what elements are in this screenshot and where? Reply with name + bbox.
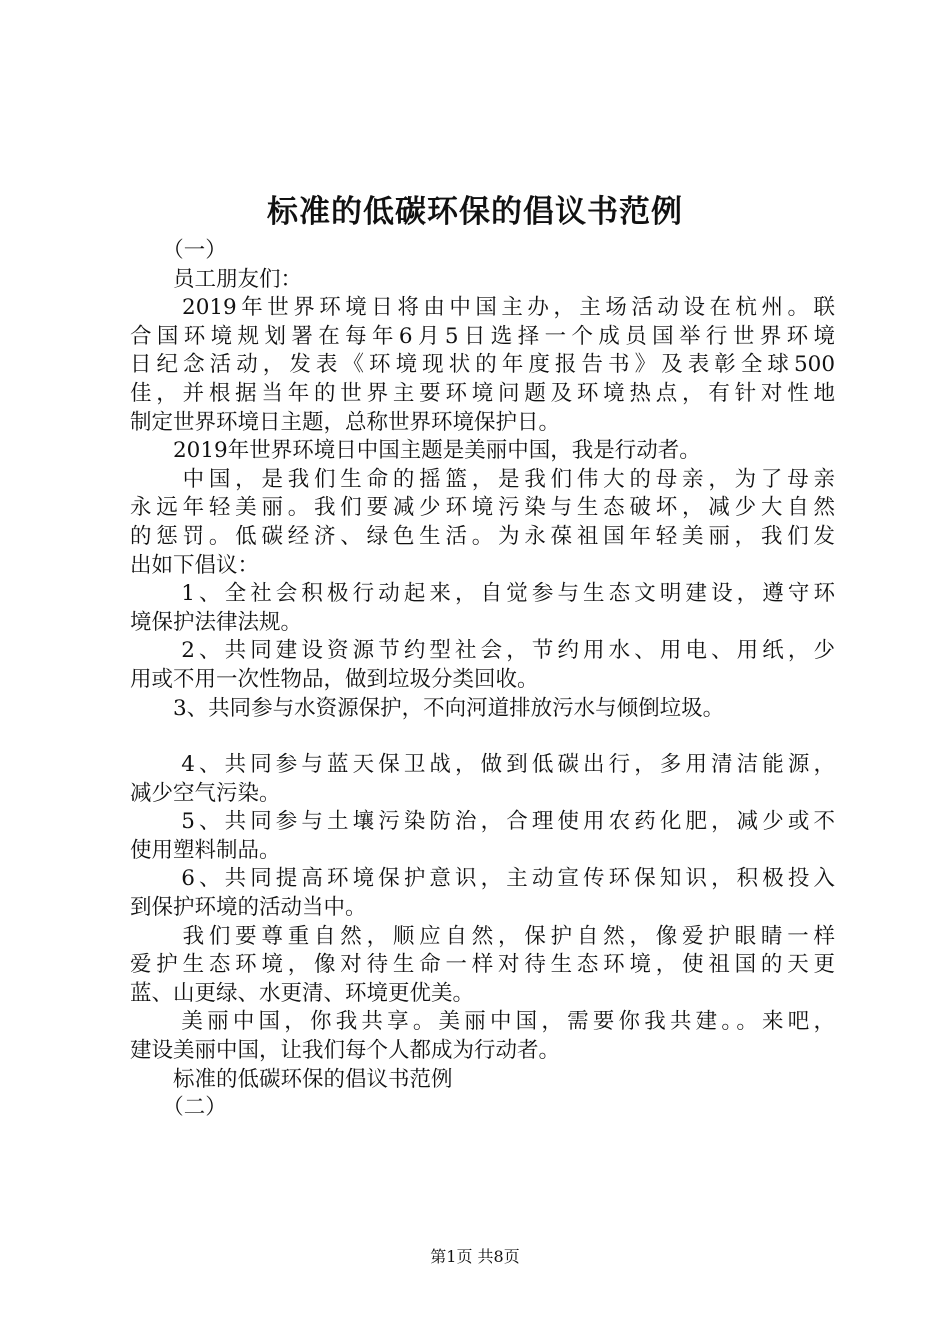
proposal-line: 用或不用一次性物品，做到垃圾分类回收。 [130,666,539,692]
body-line: 2019年世界环境日中国主题是美丽中国，我是行动者。 [130,438,701,464]
proposal-line: 4、共同参与蓝天保卫战，做到低碳出行，多用清洁能源， [130,752,835,778]
proposal-line: 2、共同建设资源节约型社会，节约用水、用电、用纸，少 [130,638,835,664]
body-line: 合国环境规划署在每年6月5日选择一个成员国举行世界环境 [130,323,835,349]
subheading: 标准的低碳环保的倡议书范例 [130,1066,453,1092]
document-title: 标准的低碳环保的倡议书范例 [267,194,683,230]
body-line: 建设美丽中国，让我们每个人都成为行动者。 [130,1038,561,1064]
body-line: 制定世界环境日主题，总称世界环境保护日。 [130,409,561,435]
body-line: 2019年世界环境日将由中国主办，主场活动设在杭州。联 [130,295,835,321]
body-line: 美丽中国，你我共享。美丽中国，需要你我共建。。来吧， [130,1009,835,1035]
proposal-line: 5、共同参与土壤污染防治，合理使用农药化肥，减少或不 [130,809,835,835]
proposal-line: 6、共同提高环境保护意识，主动宣传环保知识，积极投入 [130,866,835,892]
section-marker: （二） [130,1095,227,1121]
document-body [130,237,835,1123]
proposal-line: 到保护环境的活动当中。 [130,895,367,921]
body-line: 爱护生态环境，像对待生命一样对待生态环境，使祖国的天更 [130,952,835,978]
body-line: 佳，并根据当年的世界主要环境问题及环境热点，有针对性地 [130,380,835,406]
page-footer: 第1页 共8页 [430,1247,520,1266]
body-line: 日纪念活动，发表《环境现状的年度报告书》及表彰全球500 [130,352,835,378]
body-line: 永远年轻美丽。我们要减少环境污染与生态破坏，减少大自然 [130,495,835,521]
salutation: 员工朋友们： [130,266,303,292]
body-line: 中国，是我们生命的摇篮，是我们伟大的母亲，为了母亲 [130,466,835,492]
section-marker: （一） [130,238,227,263]
proposal-line: 1、全社会积极行动起来，自觉参与生态文明建设，遵守环 [130,581,835,607]
body-line: 蓝、山更绿、水更清、环境更优美。 [130,980,475,1006]
proposal-line: 减少空气污染。 [130,780,281,806]
body-line: 出如下倡议： [130,552,260,578]
body-line: 的惩罚。低碳经济、绿色生活。为永葆祖国年轻美丽，我们发 [130,523,835,549]
proposal-line: 3、共同参与水资源保护，不向河道排放污水与倾倒垃圾。 [130,695,725,721]
proposal-line: 境保护法律法规。 [130,609,303,635]
proposal-line: 使用塑料制品。 [130,837,281,863]
blank-line [130,723,835,751]
body-line: 我们要尊重自然，顺应自然，保护自然，像爱护眼睛一样 [130,923,835,949]
